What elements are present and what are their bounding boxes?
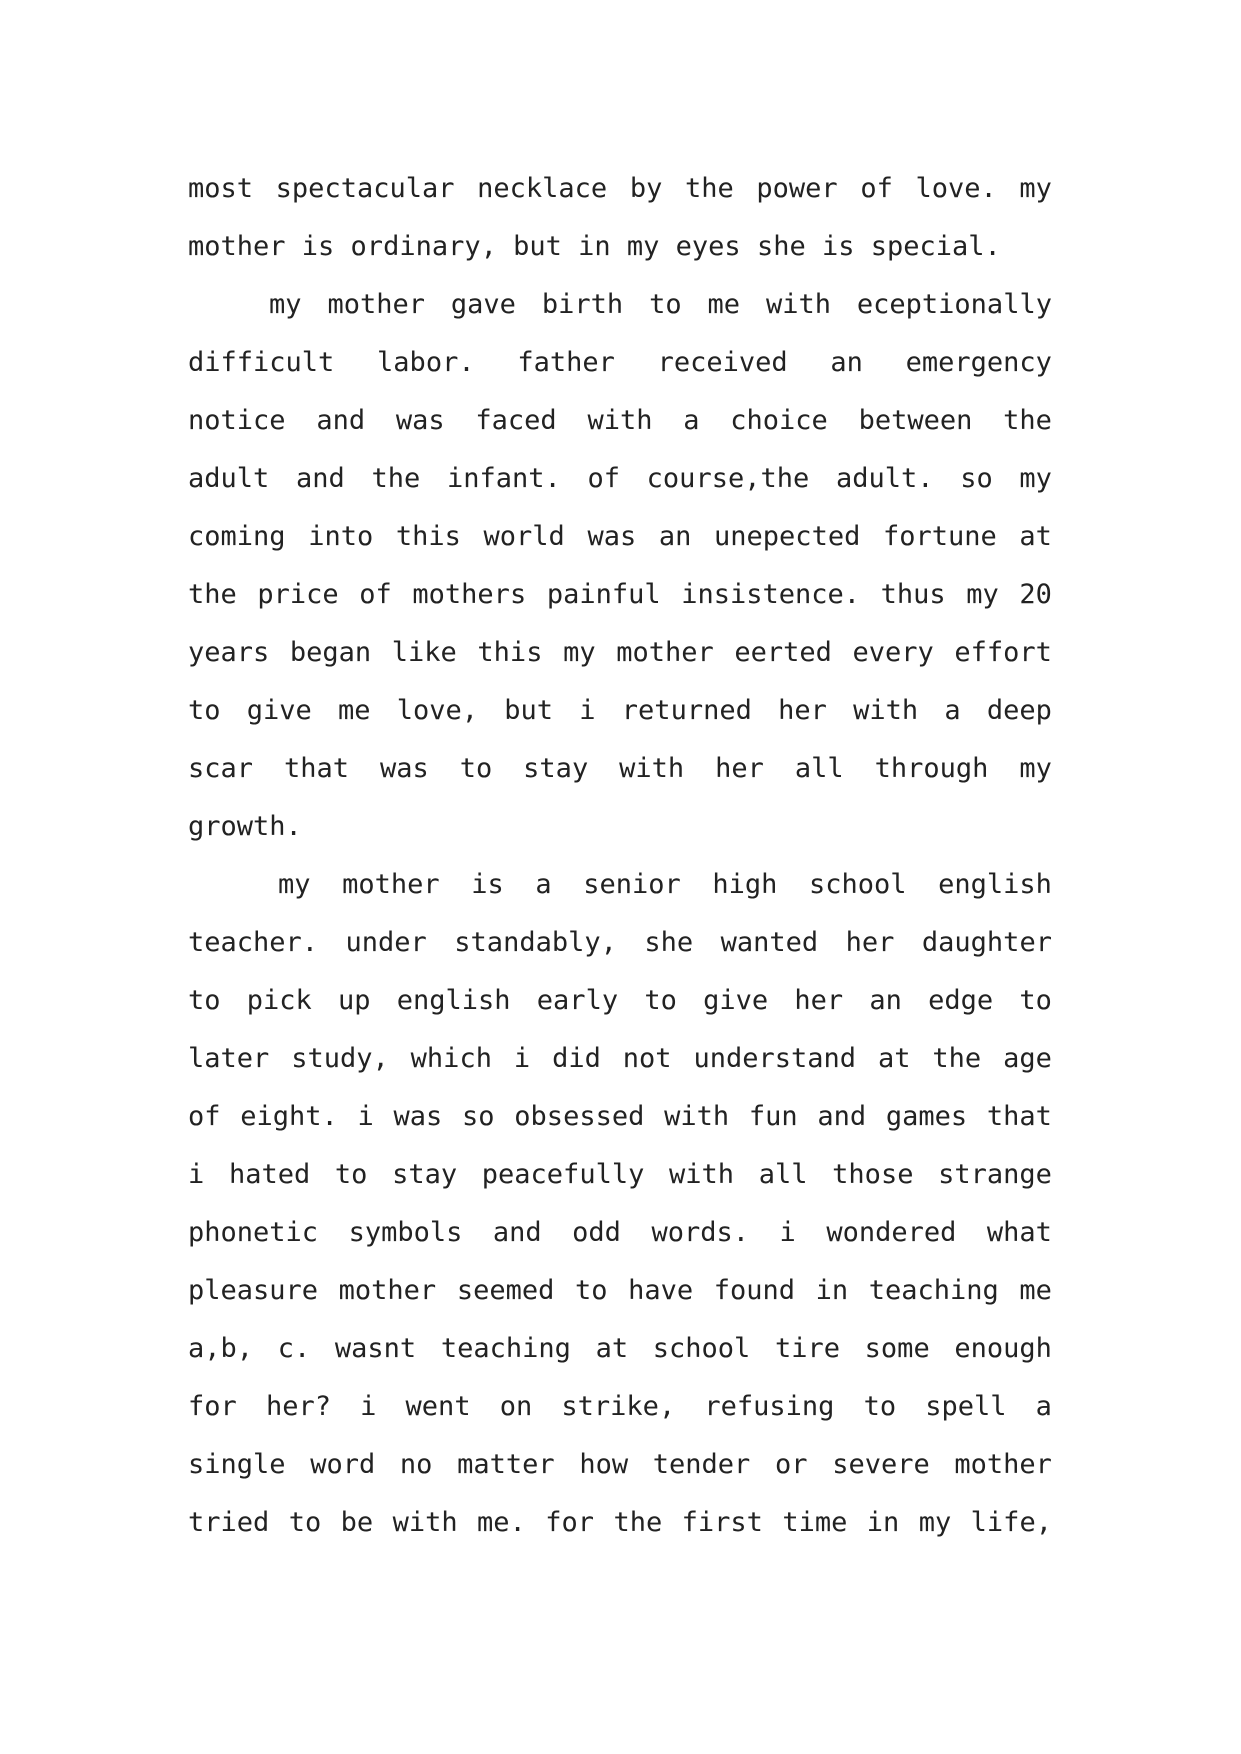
word: mothers — [412, 579, 527, 610]
word: be — [340, 1507, 374, 1538]
word: at — [595, 1333, 629, 1364]
word: her — [845, 927, 895, 958]
word: single — [188, 1449, 286, 1480]
word: her? — [265, 1391, 331, 1422]
word: on — [499, 1391, 533, 1422]
word: through — [874, 753, 989, 784]
word: wondered — [826, 1217, 957, 1248]
word: and — [817, 1101, 867, 1132]
word: understand — [693, 1043, 857, 1074]
word: returned — [621, 695, 752, 726]
word: coming — [188, 521, 286, 552]
word: a — [535, 869, 552, 900]
word: to — [1019, 985, 1052, 1016]
document-body-text — [188, 160, 1052, 1552]
word: eight. — [240, 1101, 338, 1132]
word: to — [649, 289, 682, 320]
word: high — [712, 869, 778, 900]
text-line — [188, 1436, 1052, 1494]
word: edge — [928, 985, 994, 1016]
word: severe — [832, 1449, 930, 1480]
word: symbols — [348, 1217, 463, 1248]
word: her — [794, 985, 844, 1016]
word: was — [393, 1101, 443, 1132]
word: peacefully — [481, 1159, 645, 1190]
word: i — [779, 1217, 796, 1248]
text-line — [188, 624, 1052, 682]
text-line — [188, 1204, 1052, 1262]
word: birth — [541, 289, 624, 320]
text-line — [188, 334, 1052, 392]
word: emergency — [905, 347, 1052, 378]
word: stay — [392, 1159, 458, 1190]
word: up — [338, 985, 371, 1016]
word: mother — [954, 1449, 1052, 1480]
word: teacher. — [188, 927, 319, 958]
word: spell — [925, 1391, 1007, 1422]
word: time — [782, 1507, 848, 1538]
word: choice — [730, 405, 828, 436]
word: with — [664, 1101, 730, 1132]
word: to — [459, 753, 493, 784]
text-line — [188, 218, 1052, 276]
word: refusing — [704, 1391, 835, 1422]
text-line — [188, 1146, 1052, 1204]
word: with — [669, 1159, 735, 1190]
word: to — [334, 1159, 368, 1190]
word: my — [1019, 753, 1052, 784]
text-line — [188, 160, 1052, 218]
word: between — [858, 405, 973, 436]
word: unepected — [714, 521, 861, 552]
word: i — [188, 1159, 205, 1190]
word: with — [392, 1507, 458, 1538]
word: word — [310, 1449, 376, 1480]
word: began — [289, 637, 372, 668]
word: father — [517, 347, 615, 378]
text-line — [188, 276, 1052, 334]
word: was — [395, 405, 445, 436]
word: teaching — [868, 1275, 999, 1306]
word: by — [629, 173, 663, 204]
word: tender — [652, 1449, 751, 1480]
word: went — [405, 1391, 471, 1422]
word: a,b, — [188, 1333, 254, 1364]
word: her — [778, 695, 827, 726]
word: world — [483, 521, 565, 552]
text-line-content: mother is ordinary, but in my eyes she is special. — [188, 231, 1001, 262]
text-line — [188, 682, 1052, 740]
text-line — [188, 1320, 1052, 1378]
word: c. — [277, 1333, 311, 1364]
word: hated — [228, 1159, 311, 1190]
word: infant. — [446, 463, 561, 494]
word: me — [1019, 1275, 1052, 1306]
word: and — [295, 463, 345, 494]
word: for — [545, 1507, 595, 1538]
word: the — [932, 1043, 982, 1074]
word: my — [1019, 463, 1052, 494]
word: of — [587, 463, 620, 494]
word: me. — [477, 1507, 526, 1538]
word: not — [622, 1043, 672, 1074]
word: love. — [915, 173, 997, 204]
word: to — [288, 1507, 322, 1538]
word: early — [536, 985, 619, 1016]
word: 20 — [1019, 579, 1052, 610]
word: my — [918, 1507, 952, 1538]
word: adult — [188, 463, 270, 494]
word: received — [657, 347, 788, 378]
text-line — [188, 1030, 1052, 1088]
word: pleasure — [188, 1275, 319, 1306]
word: of — [188, 1101, 221, 1132]
word: price — [257, 579, 339, 610]
word: she — [644, 927, 694, 958]
word: adult. — [835, 463, 934, 494]
word: strike, — [561, 1391, 676, 1422]
word: tire — [774, 1333, 840, 1364]
word: most — [188, 173, 254, 204]
word: to — [574, 1275, 608, 1306]
word: like — [391, 637, 457, 668]
word: have — [628, 1275, 694, 1306]
word: labor. — [377, 347, 475, 378]
word: with — [587, 405, 653, 436]
word: at — [1019, 521, 1052, 552]
word: for — [188, 1391, 237, 1422]
word: did — [552, 1043, 601, 1074]
word: i — [357, 1101, 374, 1132]
word: years — [188, 637, 270, 668]
text-line — [188, 798, 1052, 856]
word: painful — [546, 579, 661, 610]
word: in — [866, 1507, 900, 1538]
word: an — [869, 985, 902, 1016]
word: english — [396, 985, 511, 1016]
word: school — [808, 869, 907, 900]
word: mother — [342, 869, 440, 900]
word: study, — [291, 1043, 389, 1074]
word: faced — [475, 405, 557, 436]
word: obsessed — [514, 1101, 645, 1132]
word: insistence. — [681, 579, 861, 610]
word: love, — [396, 695, 479, 726]
word: english — [938, 869, 1052, 900]
word: i — [579, 695, 596, 726]
word: what — [986, 1217, 1052, 1248]
text-line — [188, 392, 1052, 450]
word: with — [853, 695, 919, 726]
word: my — [1019, 173, 1052, 204]
text-line — [188, 972, 1052, 1030]
word: the — [371, 463, 421, 494]
word: with — [765, 289, 831, 320]
word: at — [877, 1043, 911, 1074]
word: of — [860, 173, 893, 204]
word: to — [188, 695, 221, 726]
word: i — [513, 1043, 531, 1074]
word: wasnt — [334, 1333, 417, 1364]
word: my — [269, 289, 302, 320]
word: some — [864, 1333, 930, 1364]
word: games — [885, 1101, 968, 1132]
word: teaching — [440, 1333, 571, 1364]
word: with — [619, 753, 685, 784]
word: age — [1003, 1043, 1052, 1074]
text-line — [188, 1378, 1052, 1436]
word: an — [658, 521, 692, 552]
word: every — [852, 637, 934, 668]
text-line-content: growth. — [188, 811, 302, 842]
word: a — [683, 405, 700, 436]
text-line — [188, 914, 1052, 972]
word: all — [758, 1159, 808, 1190]
word: fun — [748, 1101, 798, 1132]
word: was — [587, 521, 637, 552]
word: the — [1003, 405, 1052, 436]
word: so — [462, 1101, 495, 1132]
word: deep — [986, 695, 1052, 726]
word: and — [316, 405, 366, 436]
word: that — [283, 753, 350, 784]
word: my — [563, 637, 596, 668]
word: daughter — [921, 927, 1052, 958]
word: this — [477, 637, 543, 668]
word: notice — [188, 405, 286, 436]
word: words. — [651, 1217, 750, 1248]
word: enough — [954, 1333, 1052, 1364]
word: my — [278, 869, 311, 900]
word: spectacular — [275, 173, 455, 204]
word: mother — [616, 637, 714, 668]
word: give — [246, 695, 312, 726]
word: mother — [338, 1275, 437, 1306]
text-line — [188, 450, 1052, 508]
word: difficult — [188, 347, 335, 378]
word: under — [345, 927, 427, 958]
word: a — [944, 695, 961, 726]
word: is — [471, 869, 504, 900]
text-line — [188, 856, 1052, 914]
word: or — [775, 1449, 808, 1480]
word: pick — [246, 985, 312, 1016]
word: into — [308, 521, 374, 552]
word: necklace — [477, 173, 608, 204]
word: all — [794, 753, 844, 784]
word: effort — [954, 637, 1052, 668]
word: power — [756, 173, 838, 204]
word: i — [360, 1391, 377, 1422]
word: school — [652, 1333, 751, 1364]
word: the — [188, 579, 237, 610]
word: the — [613, 1507, 663, 1538]
word: me — [707, 289, 741, 320]
word: to — [644, 985, 677, 1016]
word: life, — [970, 1507, 1052, 1538]
word: thus — [880, 579, 946, 610]
word: to — [863, 1391, 897, 1422]
word: how — [579, 1449, 629, 1480]
word: seemed — [456, 1275, 555, 1306]
word: phonetic — [188, 1217, 319, 1248]
word: her — [715, 753, 764, 784]
word: to — [188, 985, 221, 1016]
word: which — [410, 1043, 492, 1074]
word: fortune — [882, 521, 997, 552]
word: strange — [938, 1159, 1052, 1190]
text-line — [188, 1088, 1052, 1146]
word: first — [681, 1507, 763, 1538]
word: so — [960, 463, 993, 494]
word: my — [966, 579, 999, 610]
word: later — [188, 1043, 270, 1074]
word: eerted — [734, 637, 832, 668]
word: the — [684, 173, 734, 204]
word: give — [703, 985, 769, 1016]
word: stay — [523, 753, 589, 784]
text-line — [188, 1262, 1052, 1320]
word: standably, — [454, 927, 617, 958]
text-line — [188, 566, 1052, 624]
word: an — [830, 347, 863, 378]
word: this — [395, 521, 461, 552]
word: scar — [188, 753, 254, 784]
word: of — [359, 579, 392, 610]
word: no — [399, 1449, 433, 1480]
word: matter — [457, 1449, 555, 1480]
word: tried — [188, 1507, 270, 1538]
word: course,the — [646, 463, 810, 494]
word: me — [338, 695, 371, 726]
text-line — [188, 508, 1052, 566]
word: but — [504, 695, 554, 726]
word: wanted — [720, 927, 819, 958]
word: that — [986, 1101, 1052, 1132]
word: those — [832, 1159, 914, 1190]
word: in — [815, 1275, 849, 1306]
word: mother — [327, 289, 425, 320]
word: eceptionally — [856, 289, 1052, 320]
word: a — [1035, 1391, 1052, 1422]
text-line — [188, 740, 1052, 798]
word: odd — [572, 1217, 621, 1248]
word: and — [492, 1217, 542, 1248]
word: senior — [583, 869, 681, 900]
word: was — [379, 753, 429, 784]
word: gave — [450, 289, 516, 320]
word: found — [713, 1275, 796, 1306]
text-line — [188, 1494, 1052, 1552]
